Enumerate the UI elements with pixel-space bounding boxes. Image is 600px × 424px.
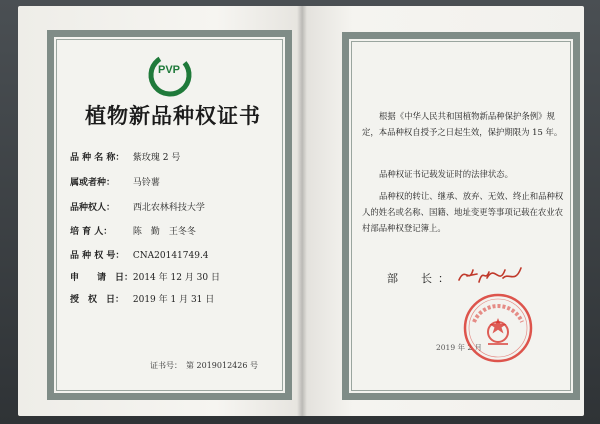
field-label: 申 请 日： <box>70 273 134 283</box>
field-label: 品 种 权 号： <box>70 251 125 261</box>
field-label: 授 权 日： <box>70 295 125 305</box>
field-value: 西北农林科技大学 <box>132 203 205 213</box>
field-row-breeder <box>70 224 196 237</box>
issue-date: 2019 年 2 月 <box>436 343 483 352</box>
field-row-rights-holder <box>70 200 205 213</box>
field-value: CNA20141749.4 <box>132 251 209 261</box>
field-label: 培 育 人： <box>70 227 113 237</box>
statement-paragraph-1: 根据《中华人民共和国植物新品种保护条例》规定，本品种权自授予之日起生效，保护期限为 15 年。 <box>362 111 563 137</box>
field-label: 属或者种： <box>70 178 116 188</box>
field-value: 陈 勤 王冬冬 <box>132 227 196 237</box>
field-row-genus-species <box>70 175 160 188</box>
field-value: 2014 年 12 月 30 日 <box>132 273 220 283</box>
field-label: 品种权人： <box>70 203 116 213</box>
statement-paragraph-2: 品种权证书记载发证时的法律状态。 <box>379 169 513 179</box>
minister-signature <box>455 262 525 288</box>
field-value: 紫玫瑰 2 号 <box>132 153 181 163</box>
statement-paragraph-3: 品种权的转让、继承、放弃、无效、终止和品种权人的姓名或名称、国籍、地址变更等事项记载在农业农村部品种权登记簿上。 <box>362 191 564 233</box>
official-seal <box>462 292 534 364</box>
certificate-number: 证书号： 第 2019012426 号 <box>150 361 258 370</box>
certificate-title: 植物新品种权证书 <box>85 103 261 128</box>
logo-text: PVP <box>158 64 181 76</box>
field-value: 2019 年 1 月 31 日 <box>132 295 215 305</box>
field-row-application-date <box>70 270 220 283</box>
field-row-right-number <box>70 248 209 261</box>
field-row-variety-name <box>70 150 180 163</box>
field-label: 品 种 名 称： <box>70 153 125 163</box>
book-spine <box>297 6 307 416</box>
field-value: 马铃薯 <box>132 178 160 188</box>
minister-label: 部 长： <box>387 272 455 285</box>
field-row-grant-date <box>70 292 214 305</box>
